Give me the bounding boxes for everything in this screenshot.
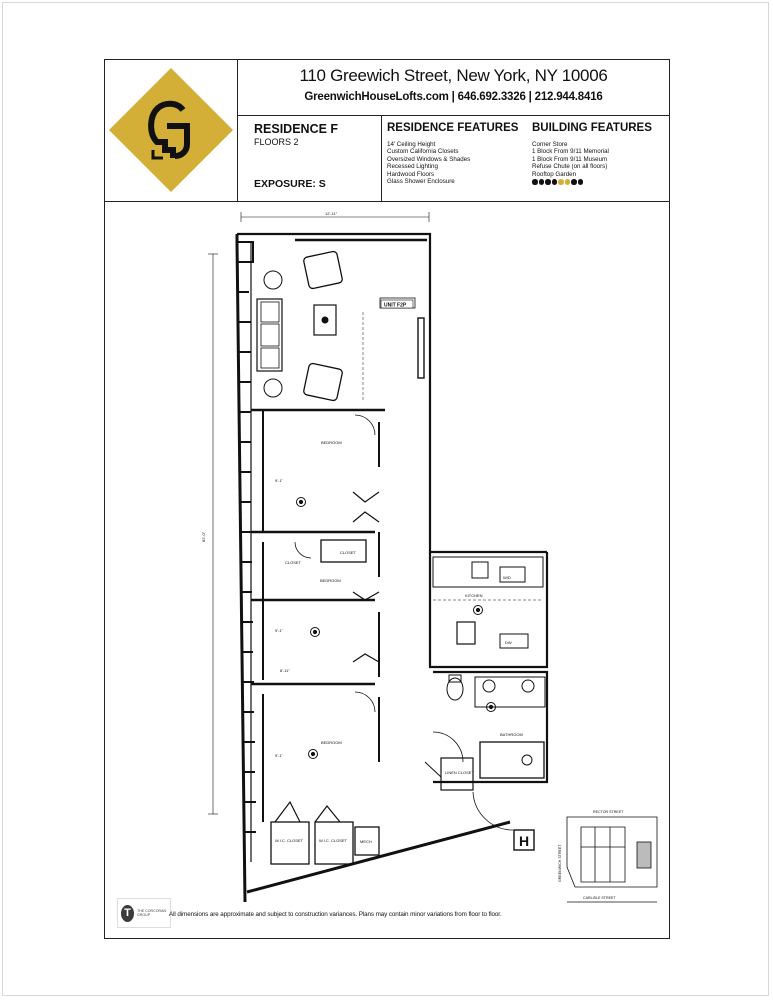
map-street-bottom: CARLISLE STREET xyxy=(583,896,616,900)
room-height-1: 9'-1" xyxy=(275,478,283,483)
subway-dot-icon xyxy=(578,179,584,185)
corcoran-logo xyxy=(117,898,171,928)
hall-marker: H xyxy=(519,833,530,849)
residence-exposure: EXPOSURE: S xyxy=(254,178,326,190)
subway-dot-icon xyxy=(545,179,551,185)
building-features-heading: BUILDING FEATURES xyxy=(532,122,652,134)
features-cell xyxy=(382,116,669,202)
residence-floors: FLOORS 2 xyxy=(254,137,299,147)
bedroom-2-label: BEDROOM xyxy=(320,578,341,583)
wic-2-label: W.I.C. CLOSET xyxy=(319,838,348,843)
dishwasher-label: DW xyxy=(505,640,512,645)
wic-1-label: W.I.C. CLOSET xyxy=(275,838,304,843)
site-map-icon xyxy=(558,810,657,902)
disclaimer: All dimensions are approximate and subject to construction variances. Plans may contain minor variations from floor to floor. xyxy=(169,911,502,918)
building-feature: 1 Block From 9/11 Museum xyxy=(532,155,608,163)
mech-label: MECH xyxy=(360,839,372,844)
residence-feature: 14' Ceiling Height xyxy=(387,141,436,148)
bedroom-3-label: BEDROOM xyxy=(321,740,342,745)
building-feature: Rooftop Garden xyxy=(532,170,577,178)
subway-dot-icon xyxy=(532,179,538,185)
bedroom-1-label: BEDROOM xyxy=(321,440,342,445)
room-height-3: 9'-1" xyxy=(275,753,283,758)
greenwich-logo-icon xyxy=(105,60,236,200)
subway-dot-icon xyxy=(552,179,558,185)
building-feature: Refuse Chute (on all floors) xyxy=(532,163,608,171)
address-header xyxy=(238,60,669,116)
subway-dot-icon xyxy=(565,179,571,185)
residence-title: RESIDENCE F xyxy=(254,122,339,136)
residence-feature: Hardwood Floors xyxy=(387,170,435,178)
subway-lines-dots xyxy=(532,179,609,185)
address: 110 Greewich Street, New York, NY 10006 xyxy=(299,66,608,85)
dim-unit: 8'-11" xyxy=(280,668,290,673)
unit-tag: UNIT F2P xyxy=(384,302,407,309)
map-street-top: RECTOR STREET xyxy=(593,810,624,814)
residence-feature: Recessed Lighting xyxy=(387,163,438,171)
subway-dot-icon xyxy=(539,179,545,185)
linen-closet-label: LINEN CLOSET xyxy=(445,770,474,775)
closet-1-label: CLOSET xyxy=(340,550,357,555)
residence-features-heading: RESIDENCE FEATURES xyxy=(387,122,519,134)
floor-plan-sheet xyxy=(104,59,670,939)
washer-label: W/D xyxy=(503,575,511,580)
floor-plan-drawing xyxy=(105,202,668,900)
building-feature: Corner Store xyxy=(532,141,568,148)
residence-features-list xyxy=(387,141,470,185)
residence-feature: Oversized Windows & Shades xyxy=(387,155,471,163)
subway-dot-icon xyxy=(571,179,577,185)
closet-2-label: CLOSET xyxy=(285,560,302,565)
residence-feature: Custom California Closets xyxy=(387,148,459,156)
kitchen-label: KITCHEN xyxy=(465,593,483,598)
room-height-2: 9'-1" xyxy=(275,628,283,633)
residence-info xyxy=(238,116,382,202)
building-feature: 1 Block From 9/11 Memorial xyxy=(532,148,609,156)
logo-cell xyxy=(105,60,238,202)
corcoran-logo-name: THE CORCORAN GROUP xyxy=(136,909,167,917)
corcoran-logo-letter: T xyxy=(121,905,134,922)
dim-length: 82'-0" xyxy=(201,531,206,542)
subway-dot-icon xyxy=(558,179,564,185)
bathroom-label: BATHROOM xyxy=(500,732,523,737)
contact-line: GreenwichHouseLofts.com | 646.692.3326 | 212.944.8416 xyxy=(304,91,603,103)
dim-width: 12'-11" xyxy=(325,211,338,216)
building-features-list xyxy=(532,141,609,185)
map-street-left: GREENWICH STREET xyxy=(558,844,562,882)
residence-feature: Glass Shower Enclosure xyxy=(387,178,455,186)
